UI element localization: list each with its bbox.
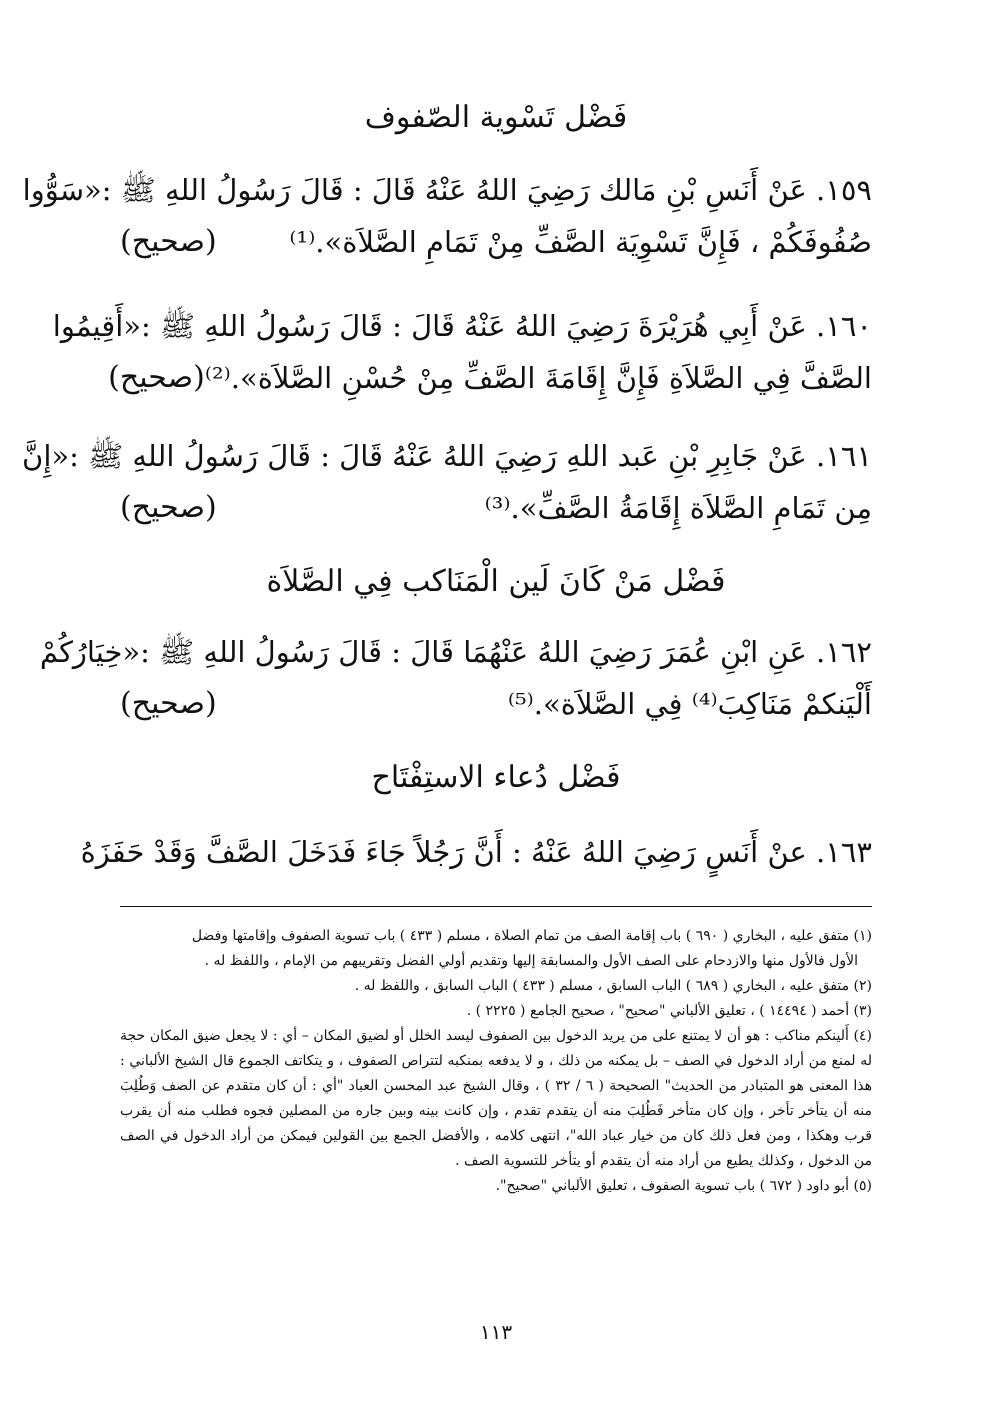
hadith-163	[80, 826, 872, 878]
hadith-line: ١٦١. عَنْ جَابِرِ بْنِ عَبد اللهِ رَضِيَ اللهُ عَنْهُ قَالَ : قَالَ رَسُولُ اللهِ ﷺ :«إِنَّ	[22, 439, 872, 473]
hadith-line: ١٥٩. عَنْ أَنَسِ بْنِ مَالك رَضِيَ اللهُ عَنْهُ قَالَ : قَالَ رَسُولُ اللهِ ﷺ :«سَوُّوا	[22, 173, 872, 207]
hadith-line	[120, 678, 872, 730]
hadith-160	[52, 300, 872, 404]
section-heading-rows: فَضْل تَسْوية الصّفوف	[364, 100, 628, 135]
grade-label: (صحيح)	[108, 360, 205, 395]
grade-label: (صحيح)	[120, 490, 217, 525]
footnote-5: (٥) أبو داود ( ٦٧٢ ) باب تسوية الصفوف ، تعليق الألباني "صحيح".	[495, 1178, 872, 1194]
hadith-line: ١٦٠. عَنْ أَبِي هُرَيْرَةَ رَضِيَ اللهُ عَنْهُ قَالَ : قَالَ رَسُولُ اللهِ ﷺ :«أَقِيمُوا	[52, 309, 872, 343]
grade-label: (صحيح)	[120, 686, 217, 721]
hadith-text: أَلْيَنكمْ مَنَاكِبَ⁽⁴⁾ فِي الصَّلاَة».⁽⁵⁾	[507, 687, 872, 721]
hadith-line	[120, 482, 872, 534]
section-heading-opening-supplication: فَضْل دُعاء الاستِفْتَاح	[371, 760, 621, 795]
footnotes	[120, 924, 872, 1199]
hadith-text: الصَّفَّ فِي الصَّلاَةِ فَإِنَّ إِقَامَةَ الصَّفِّ مِنْ حُسْنِ الصَّلاَة».⁽²⁾	[204, 361, 872, 395]
hadith-line: ١٦٣. عنْ أَنَسٍ رَضِيَ اللهُ عَنْهُ : أَنَّ رَجُلاً جَاءَ فَدَخَلَ الصَّفَّ وَقَدْ حَفَزَهُ	[80, 835, 872, 869]
page-number: ١١٣	[479, 1320, 513, 1344]
hadith-text: صُفُوفَكُمْ ، فَإِنَّ تَسْوِيَة الصَّفِّ مِنْ تَمَامِ الصَّلاَة».⁽¹⁾	[289, 225, 872, 259]
hadith-159	[22, 164, 872, 268]
hadith-line	[108, 352, 872, 404]
footnote-divider	[120, 906, 872, 907]
footnote-4: (٤) أَلينكم مناكب : هو أن لا يمتنع على من يريد الدخول بين الصفوف ليسد الخلل أو لضيق المكان – أي : لا يجعل ضيق المكان حجة له لمنع من أراد الدخول في الصف – بل يمكنه من ذلك ، و لا يدفعه بمنكبه لتتراص الصفوف ، و يتكاتف الجموع قال الشيخ الألباني : هذا المعنى هو المتبادر من الحديث" الصحيحة ( ٦ / ٣٢ ) ، وقال الشيخ عبد المحسن العباد "أي : أن كان متقدم عن الصف وَطُلِبَ منه أن يتأخر تأخر ، وإن كان متأخر فَطُلِبَ منه أن يتقدم تقدم ، وإن كانت بينه وبين جاره من المصلين فجوه فطلب منه أن يقرب قرب وهكذا ، ومن فعل ذلك كان من خيار عباد الله"، انتهى كلامه ، والأفضل الجمع بين القولين فيمكن من أراد الدخول في الصف من الدخول ، وكذلك يطيع من أراد منه أن يتقدم أو يتأخر للتسوية الصف .	[120, 1028, 872, 1169]
footnote-1	[120, 924, 872, 974]
footnote-2: (٢) متفق عليه ، البخاري ( ٦٨٩ ) الباب السابق ، مسلم ( ٤٣٣ ) الباب السابق ، واللفظ له .	[354, 978, 872, 994]
hadith-162	[39, 626, 872, 730]
hadith-text: مِن تَمَامِ الصَّلاَة إِقَامَةُ الصَّفِّ».⁽³⁾	[484, 491, 872, 525]
hadith-line	[120, 216, 872, 268]
grade-label: (صحيح)	[120, 224, 217, 259]
section-heading-shoulders: فَضْل مَنْ كَانَ لَين الْمَنَاكب فِي الصَّلاَة	[266, 564, 726, 599]
footnote-text-continued: الأول فالأول منها والازدحام على الصف الأول والمسابقة إليها وتقديم أولي الفضل وتقريبهم من الإمام ، واللفظ له .	[204, 953, 858, 969]
footnote-3: (٣) أحمد ( ١٤٤٩٤ ) ، تعليق الألباني "صحيح" ، صحيح الجامع ( ٢٢٢٥ ) .	[466, 1003, 872, 1019]
hadith-line: ١٦٢. عَنِ ابْنِ عُمَرَ رَضِيَ اللهُ عَنْهُمَا قَالَ : قَالَ رَسُولُ اللهِ ﷺ :«خِيَارُكُمْ	[39, 635, 872, 669]
hadith-161	[22, 430, 872, 534]
footnote-text: (١) متفق عليه ، البخاري ( ٦٩٠ ) باب إقامة الصف من تمام الصلاة ، مسلم ( ٤٣٣ ) باب تسوية الصفوف وإقامتها وفضل	[191, 928, 872, 944]
